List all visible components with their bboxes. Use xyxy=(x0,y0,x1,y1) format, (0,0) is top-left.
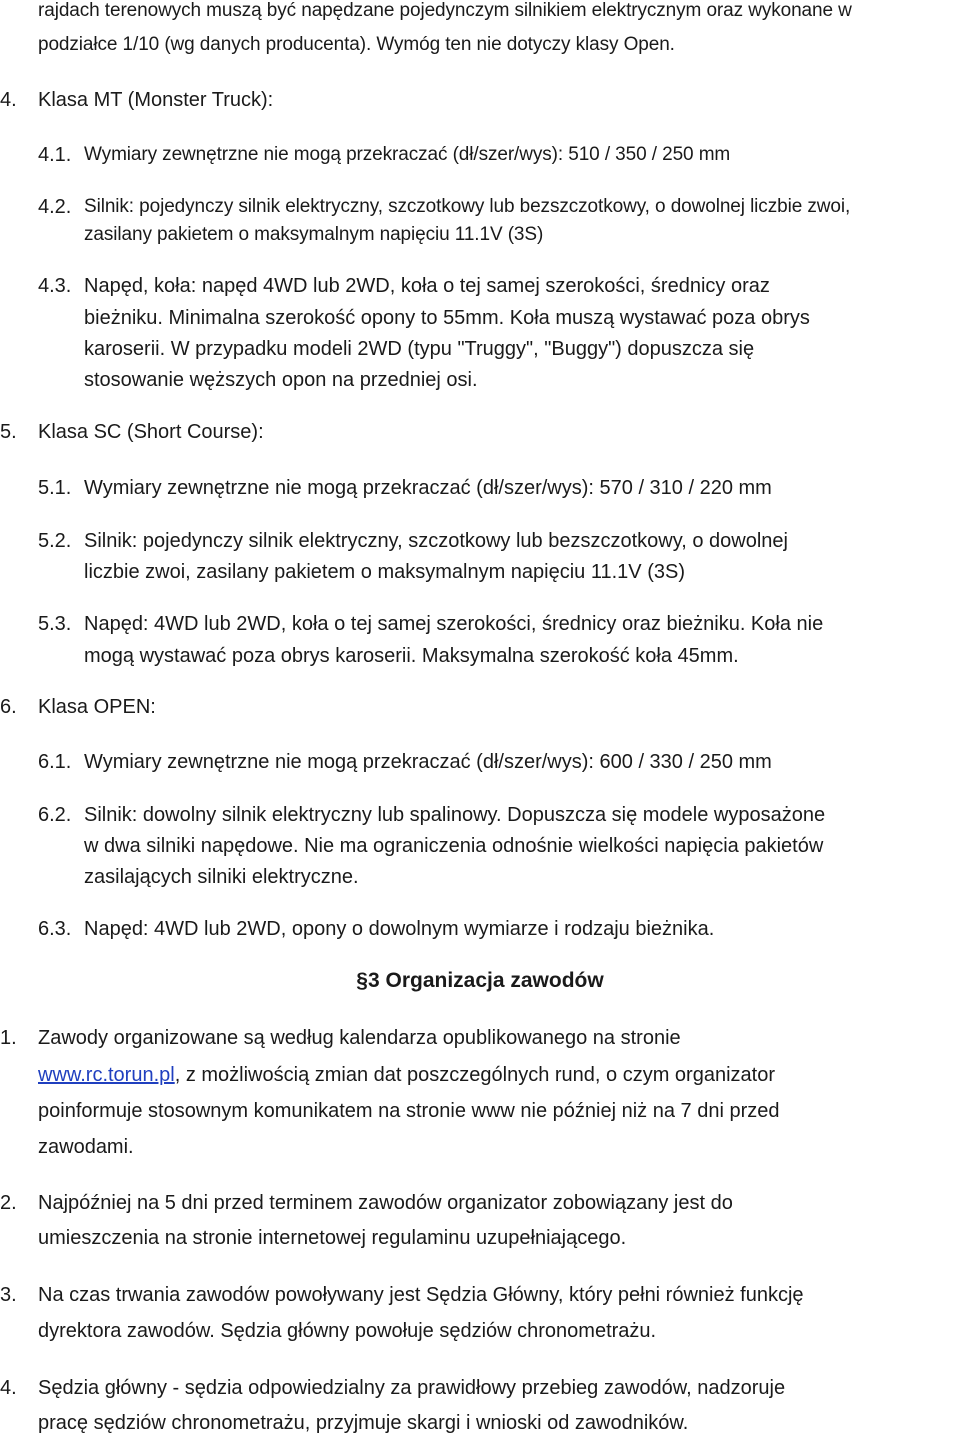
paragraph-1-text: Zawody organizowane są według kalendarza opublikowanego na stronie xyxy=(38,1027,681,1049)
paragraph-1-text-rest: , z możliwością zmian dat poszczególnych rund, o czym organizator xyxy=(174,1064,775,1086)
item-4-1-text: Wymiary zewnętrzne nie mogą przekraczać (dł/szer/wys): 510 / 350 / 250 mm xyxy=(84,144,731,165)
intro-line: podziałce 1/10 (wg danych producenta). Wymóg ten nie dotyczy klasy Open. xyxy=(38,34,675,55)
item-5-3-text: mogą wystawać poza obrys karoserii. Maksymalna szerokość koła 45mm. xyxy=(84,645,739,667)
item-4-3-text: bieżniku. Minimalna szerokość opony to 55mm. Koła muszą wystawać poza obrys xyxy=(84,307,810,329)
item-5-1-text: Wymiary zewnętrzne nie mogą przekraczać (dł/szer/wys): 570 / 310 / 220 mm xyxy=(84,477,772,499)
section-4-number: 4. xyxy=(0,89,17,111)
item-4-3-number: 4.3. xyxy=(38,275,72,297)
paragraph-2-text: umieszczenia na stronie internetowej regulaminu uzupełniającego. xyxy=(38,1227,627,1249)
paragraph-2-number: 2. xyxy=(0,1192,17,1214)
paragraph-4-text: Sędzia główny - sędzia odpowiedzialny za prawidłowy przebieg zawodów, nadzoruje xyxy=(38,1377,786,1399)
item-5-3-text: Napęd: 4WD lub 2WD, koła o tej samej szerokości, średnicy oraz bieżniku. Koła nie xyxy=(84,613,824,635)
item-6-3-text: Napęd: 4WD lub 2WD, opony o dowolnym wymiarze i rodzaju bieżnika. xyxy=(84,918,715,940)
item-6-2-text: w dwa silniki napędowe. Nie ma ograniczenia odnośnie wielkości napięcia pakietów xyxy=(84,835,824,857)
item-4-2-text: Silnik: pojedynczy silnik elektryczny, szczotkowy lub bezszczotkowy, o dowolnej liczbie zwoi, xyxy=(84,196,851,217)
item-6-2-number: 6.2. xyxy=(38,804,72,826)
paragraph-3-text: dyrektora zawodów. Sędzia główny powołuje sędziów chronometrażu. xyxy=(38,1320,657,1342)
item-4-2-text: zasilany pakietem o maksymalnym napięciu 11.1V (3S) xyxy=(84,224,544,245)
paragraph-2-text: Najpóźniej na 5 dni przed terminem zawodów organizator zobowiązany jest do xyxy=(38,1192,733,1214)
section-4-title: Klasa MT (Monster Truck): xyxy=(38,89,274,111)
paragraph-1-text xyxy=(38,1060,775,1090)
paragraph-4-text: pracę sędziów chronometrażu, przyjmuje skargi i wnioski od zawodników. xyxy=(38,1412,689,1434)
paragraph-1-number: 1. xyxy=(0,1027,17,1049)
item-5-2-text: Silnik: pojedynczy silnik elektryczny, szczotkowy lub bezszczotkowy, o dowolnej xyxy=(84,530,788,552)
paragraph-3-number: 3. xyxy=(0,1284,17,1306)
paragraph-4-number: 4. xyxy=(0,1377,17,1399)
paragraph-3-text: Na czas trwania zawodów powoływany jest Sędzia Główny, który pełni również funkcję xyxy=(38,1284,804,1306)
item-4-2-number: 4.2. xyxy=(38,196,72,218)
item-5-2-number: 5.2. xyxy=(38,530,72,552)
section-5-title: Klasa SC (Short Course): xyxy=(38,421,264,443)
section-6-title: Klasa OPEN: xyxy=(38,696,156,718)
item-4-3-text: stosowanie węższych opon na przedniej osi. xyxy=(84,369,478,391)
item-6-3-number: 6.3. xyxy=(38,918,72,940)
paragraph-1-text: zawodami. xyxy=(38,1136,134,1158)
intro-line: rajdach terenowych muszą być napędzane pojedynczym silnikiem elektrycznym oraz wykonane w xyxy=(38,0,852,21)
section-heading: §3 Organizacja zawodów xyxy=(356,969,604,992)
item-5-2-text: liczbie zwoi, zasilany pakietem o maksymalnym napięciu 11.1V (3S) xyxy=(84,561,685,583)
item-6-1-text: Wymiary zewnętrzne nie mogą przekraczać (dł/szer/wys): 600 / 330 / 250 mm xyxy=(84,751,772,773)
item-5-1-number: 5.1. xyxy=(38,477,72,499)
item-4-3-text: karoserii. W przypadku modeli 2WD (typu "Truggy", "Buggy") dopuszcza się xyxy=(84,338,755,360)
item-5-3-number: 5.3. xyxy=(38,613,72,635)
item-4-1-number: 4.1. xyxy=(38,144,72,166)
item-6-1-number: 6.1. xyxy=(38,751,72,773)
item-6-2-text: zasilających silniki elektryczne. xyxy=(84,866,359,888)
section-6-number: 6. xyxy=(0,696,17,718)
website-link[interactable]: www.rc.torun.pl xyxy=(38,1064,175,1086)
item-6-2-text: Silnik: dowolny silnik elektryczny lub spalinowy. Dopuszcza się modele wyposażone xyxy=(84,804,826,826)
item-4-3-text: Napęd, koła: napęd 4WD lub 2WD, koła o tej samej szerokości, średnicy oraz xyxy=(84,275,770,297)
paragraph-1-text: poinformuje stosownym komunikatem na stronie www nie później niż na 7 dni przed xyxy=(38,1100,780,1122)
section-5-number: 5. xyxy=(0,421,17,443)
